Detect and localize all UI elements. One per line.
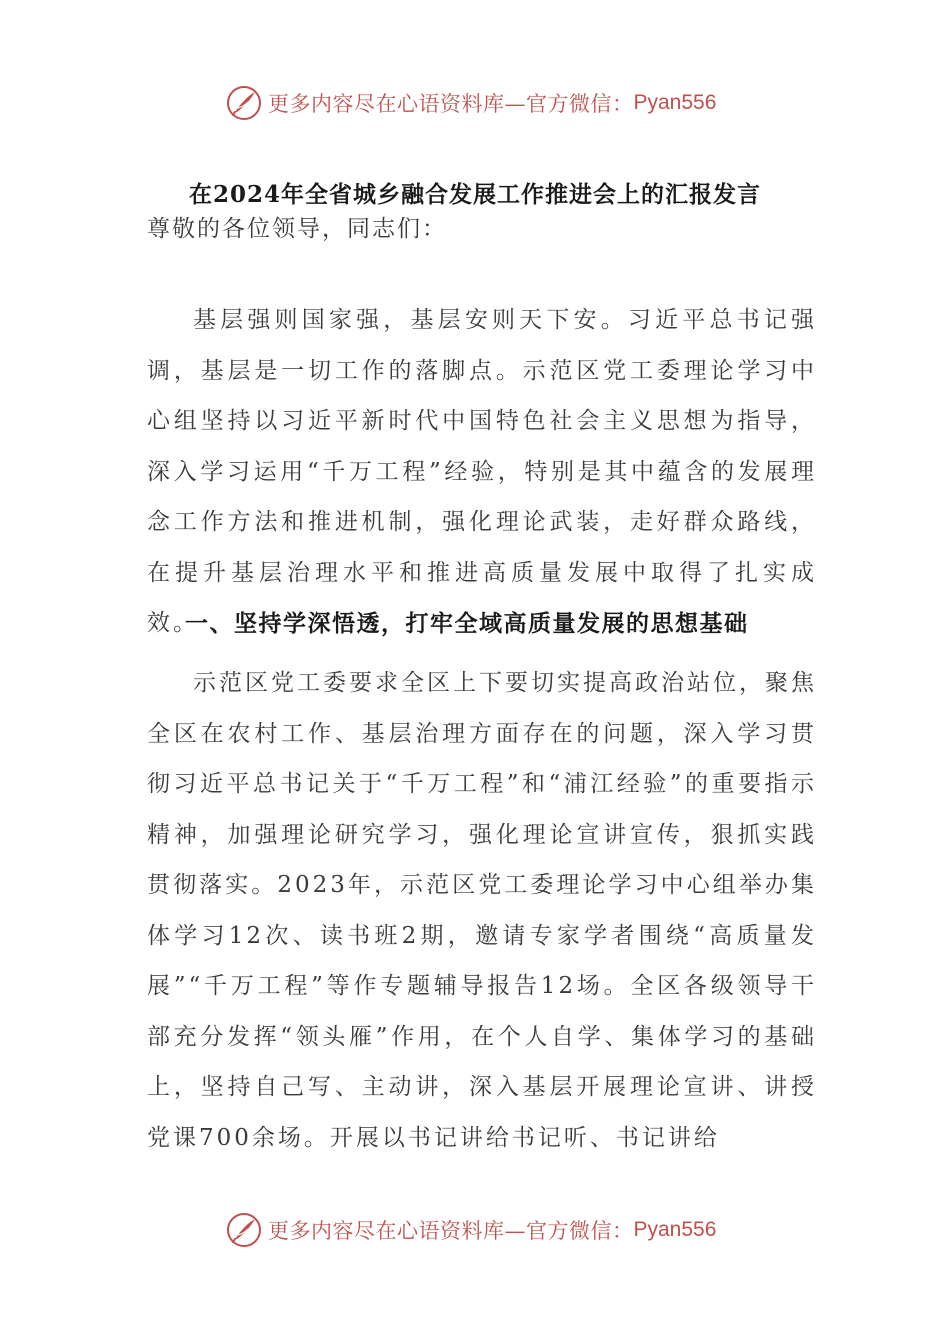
header-watermark-banner (226, 83, 716, 123)
watermark-wechat-id: Pyan556 (633, 1218, 717, 1241)
footer-watermark-banner (226, 1210, 716, 1250)
quill-pen-logo-icon (226, 85, 262, 121)
watermark-text: 更多内容尽在心语资料库—官方微信： (268, 1219, 634, 1243)
quill-pen-logo-icon (226, 1212, 262, 1248)
watermark-text: 更多内容尽在心语资料库—官方微信： (268, 92, 634, 116)
paragraph-intro: 基层强则国家强，基层安则天下安。习近平总书记强调，基层是一切工作的落脚点。示范区党工委理论学习中心组坚持以习近平新时代中国特色社会主义思想为指导，深入学习运用“千万工程”经验，特别是其中蕴含的发展理念工作方法和推进机制，强化理论武装，走好群众路线，在提升基层治理水平和推进高质量发展中取得了扎实成效。 (147, 307, 817, 636)
watermark-wechat-id: Pyan556 (633, 91, 717, 114)
section-heading-1: 一、坚持学深悟透，打牢全域高质量发展的思想基础 (185, 610, 749, 637)
salutation: 尊敬的各位领导，同志们： (147, 216, 447, 242)
paragraph-section-1: 示范区党工委要求全区上下要切实提高政治站位，聚焦全区在农村工作、基层治理方面存在的问题，深入学习贯彻习近平总书记关于“千万工程”和“浦江经验”的重要指示精神，加强理论研究学习，强化理论宣讲宣传，狠抓实践贯彻落实。2023年，示范区党工委理论学习中心组举办集体学习12次、读书班2期，邀请专家学者围绕“高质量发展”“千万工程”等作专题辅导报告12场。全区各级领导干部充分发挥“领头雁”作用，在个人自学、集体学习的基础上，坚持自己写、主动讲，深入基层开展理论宣讲、讲授党课700余场。开展以书记讲给书记听、书记讲给 (147, 670, 817, 1151)
document-title: 在2024年全省城乡融合发展工作推进会上的汇报发言 (188, 181, 761, 208)
